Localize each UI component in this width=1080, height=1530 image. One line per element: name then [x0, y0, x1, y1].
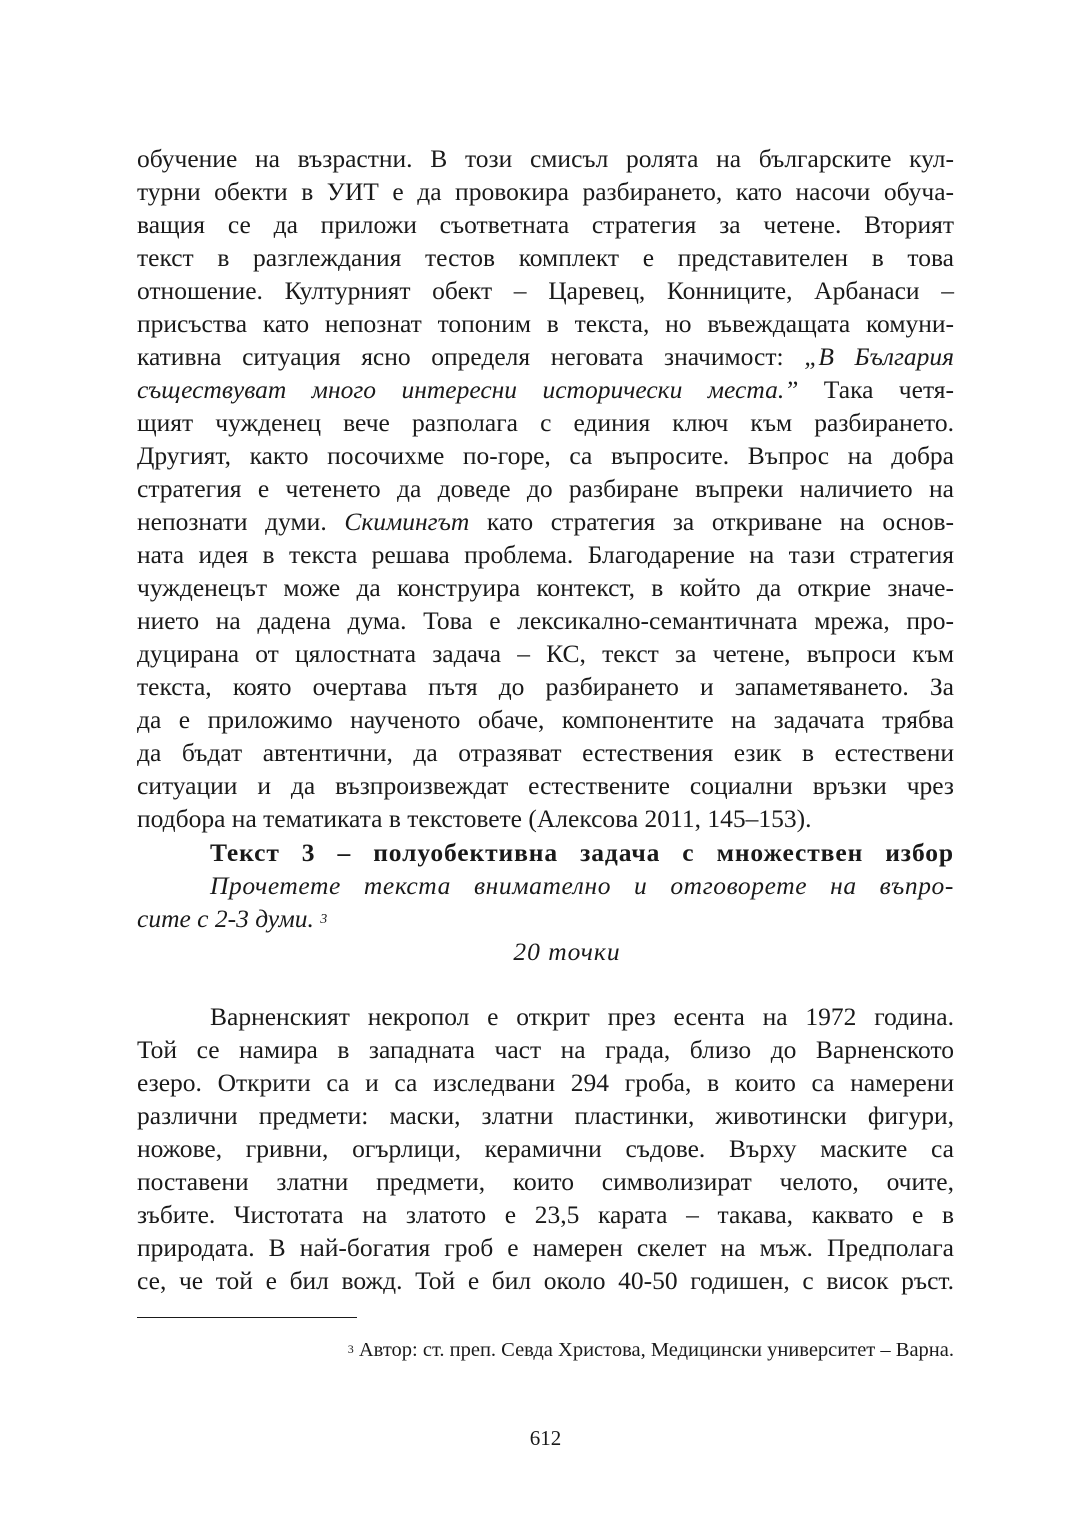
paragraph-line	[137, 505, 954, 538]
footnote-text: Автор: ст. преп. Севда Христова, Медицински университет – Варна.	[353, 1339, 954, 1361]
paragraph-line: езеро. Открити са и са изследвани 294 гроба, в които са намерени	[137, 1068, 954, 1097]
paragraph-line: ващия се да приложи съответната стратегия за четене. Вторият	[137, 210, 954, 239]
paragraph-line: турни обекти в УИТ е да провокира разбирането, като насочи обуча-	[137, 177, 954, 206]
paragraph-line: присъства като непознат топоним в текста, но въвеждащата комуни-	[137, 309, 954, 338]
paragraph-line: природата. В най-богатия гроб е намерен скелет на мъж. Предполага	[137, 1233, 954, 1262]
paragraph-line: зъбите. Чистотата на златото е 23,5 карата – такава, каквато е в	[137, 1200, 954, 1229]
paragraph-line: текста, която очертава пътя до разбирането и запаметяването. За	[137, 672, 954, 701]
text-span: като стратегия за откриване на основ-	[469, 507, 954, 536]
paragraph-line: Той се намира в западната част на града, близо до Варненското	[137, 1035, 954, 1064]
paragraph-line: ната идея в текста решава проблема. Благодарение на тази стратегия	[137, 540, 954, 569]
paragraph-line: различни предмети: маски, златни пластинки, животински фигури,	[137, 1101, 954, 1130]
footnote-divider	[137, 1317, 357, 1318]
paragraph-line: Варненският некропол е открит през есента на 1972 година.	[210, 1002, 954, 1031]
task-instruction: Прочетете текста внимателно и отговорете на въпро-	[210, 871, 954, 900]
paragraph-line: текст в разглеждания тестов комплект е представителен в това	[137, 243, 954, 272]
paragraph-line: поставени златни предмети, които символизират челото, очите,	[137, 1167, 954, 1196]
paragraph-line: ситуации и да възпроизвеждат естествените социални връзки чрез	[137, 771, 954, 800]
paragraph-line: щият чужденец вече разполага с единия ключ към разбирането.	[137, 408, 954, 437]
task-points: 20 точки	[513, 937, 621, 966]
paragraph-line: дуцирана от цялостната задача – КС, текст за четене, въпроси към	[137, 639, 954, 668]
quote-italic: „В България	[804, 342, 955, 371]
paragraph-line: да е приложимо наученото обаче, компонентите на задачата трябва	[137, 705, 954, 734]
task-instruction	[137, 902, 954, 935]
footnote	[137, 1336, 954, 1364]
term-italic: Скимингът	[344, 507, 470, 536]
text-span: непознати думи.	[137, 507, 345, 536]
text-span: Така четя-	[798, 375, 954, 404]
paragraph-line: отношение. Културният обект – Царевец, Конниците, Арбанаси –	[137, 276, 954, 305]
paragraph-line: стратегия е четенето да доведе до разбиране въпреки наличието на	[137, 474, 954, 503]
paragraph-line: се, че той е бил вожд. Той е бил около 40-50 годишен, с висок ръст.	[137, 1266, 954, 1295]
page-number: 612	[529, 1426, 562, 1450]
quote-italic: съществуват много интересни исторически места.”	[137, 375, 799, 404]
task-heading: Текст 3 – полуобективна задача с множествен избор	[210, 838, 954, 867]
paragraph-line: подбора на тематиката в текстовете (Алексова 2011, 145–153).	[137, 804, 812, 833]
text-span: кативна ситуация ясно определя неговата значимост:	[137, 342, 805, 371]
paragraph-line: обучение на възрастни. В този смисъл ролята на българските кул-	[137, 144, 954, 173]
paragraph-line: да бъдат автентични, да отразяват естествения език в естествени	[137, 738, 954, 767]
footnote-ref: 3	[320, 912, 328, 927]
paragraph-line	[137, 340, 954, 373]
instruction-text: сите с 2-3 думи.	[137, 904, 321, 933]
paragraph-line: ножове, гривни, огърлици, керамични съдове. Върху маските са	[137, 1134, 954, 1163]
paragraph-line: нието на дадена дума. Това е лексикално-семантичната мрежа, про-	[137, 606, 954, 635]
footnote-number: 3	[347, 1342, 354, 1356]
paragraph-line	[137, 373, 954, 406]
paragraph-line: Другият, както посочихме по-горе, са въпросите. Въпрос на добра	[137, 441, 954, 470]
paragraph-line: чужденецът може да конструира контекст, в който да открие значе-	[137, 573, 954, 602]
